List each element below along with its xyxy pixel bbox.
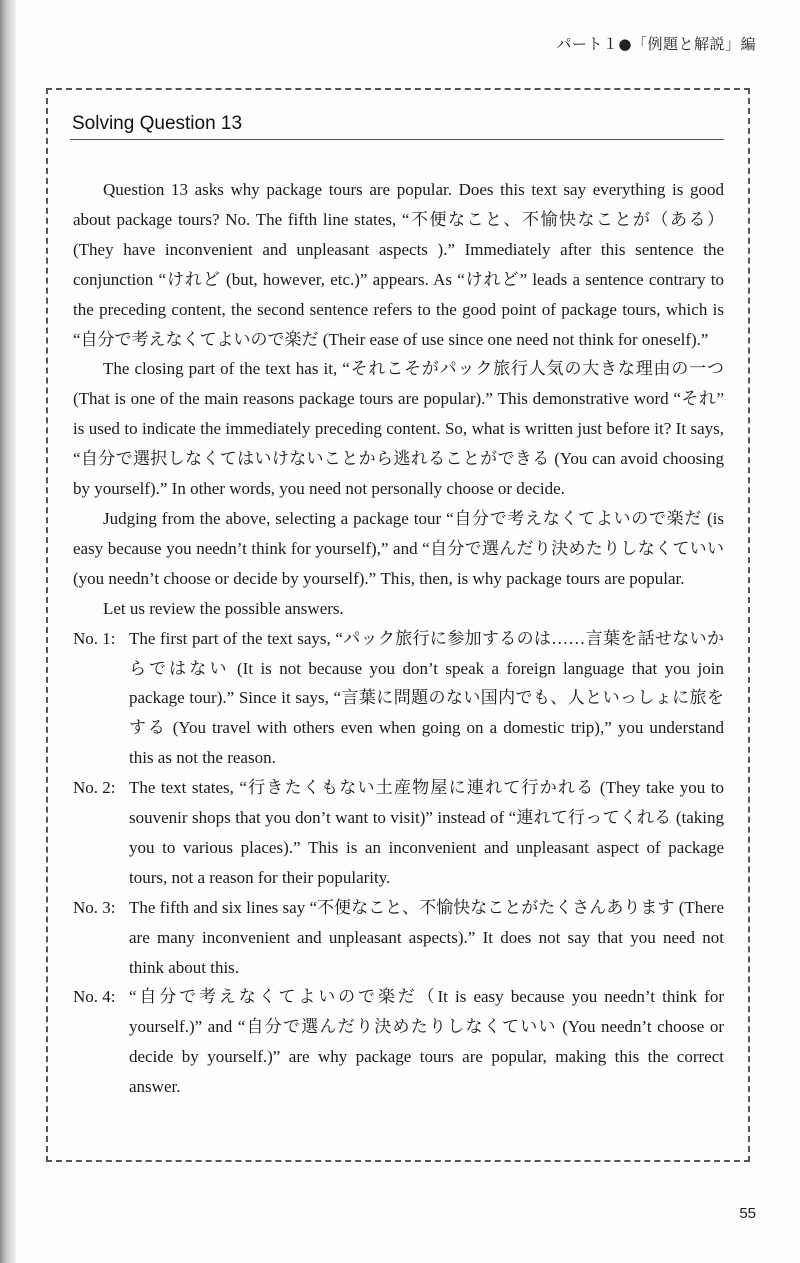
- running-header: パート１●「例題と解説」編: [556, 35, 756, 53]
- answer-text: “自分で考えなくてよいので楽だ（It is easy because you needn’t think for yourself.)” and “自分で選んだり決めたりしなくていい (You needn’t choose or decide by yourself.)” are why package tours are popular, making this the correct answer.: [129, 987, 724, 1097]
- page-number: 55: [739, 1205, 756, 1222]
- answer-item-1: [73, 624, 724, 774]
- paragraph-review: Let us review the possible answers.: [103, 598, 344, 618]
- page-gutter-shadow: [0, 0, 16, 1263]
- section-title: Solving Question 13: [72, 113, 243, 134]
- answer-text: The text states, “行きたくもない土産物屋に連れて行かれる (They take you to souvenir shops that you don’t want to visit)” instead of “連れて行ってくれる (taking you to various places).” This is an inconvenient and unpleasant aspect of package tours, not a reason for their popularity.: [129, 778, 724, 887]
- paragraph-intro: Question 13 asks why package tours are popular. Does this text say everything is good about package tours? No. The fifth line states, “不便なこと、不愉快なことが（ある）(They have inconvenient and unpleasant aspects ).” Immediately after this sentence the conjunction “けれど (but, however, etc.)” appears. As “けれど” leads a sentence contrary to the preceding content, the second sentence refers to the good point of package tours, which is “自分で考えなくてよいので楽だ (Their ease of use since one need not think for oneself).”: [73, 180, 724, 349]
- answer-text: The fifth and six lines say “不便なこと、不愉快なことがたくさんあります (There are many inconvenient and unpleasant aspects).” It does not say that you need not think about this.: [129, 897, 724, 977]
- paragraph-judging: Judging from the above, selecting a package tour “自分で考えなくてよいので楽だ (is easy because you needn’t think for yourself),” and “自分で選んだり決めたりしなくていい (you needn’t choose or decide by yourself).” This, then, is why package tours are popular.: [73, 508, 724, 588]
- answer-label: No. 2:: [73, 778, 116, 798]
- answer-label: No. 4:: [73, 987, 116, 1007]
- answer-item-4: [73, 982, 724, 1102]
- title-underline: [70, 139, 724, 140]
- answer-item-2: [73, 773, 724, 893]
- paragraph-closing-part: The closing part of the text has it, “それこそがパック旅行人気の大きな理由の一つ (That is one of the main reasons package tours are popular).” This demonstrative word “それ” is used to indicate the immediately preceding content. So, what is written just before it? It says, “自分で選択しなくてはいけないことから逃れることができる (You can avoid choosing by yourself).” In other words, you need not personally choose or decide.: [73, 359, 724, 499]
- answer-label: No. 1:: [73, 628, 116, 648]
- answer-label: No. 3:: [73, 897, 116, 917]
- answer-text: The first part of the text says, “パック旅行に参加するのは……言葉を話せないからではない (It is not because you don’t speak a foreign language that you join package tour).” Since it says, “言葉に問題のない国内でも、人といっしょに旅をする (You travel with others even when going on a domestic trip),” you understand this as not the reason.: [129, 628, 724, 768]
- body-content: [73, 175, 724, 1102]
- answer-item-3: [73, 893, 724, 983]
